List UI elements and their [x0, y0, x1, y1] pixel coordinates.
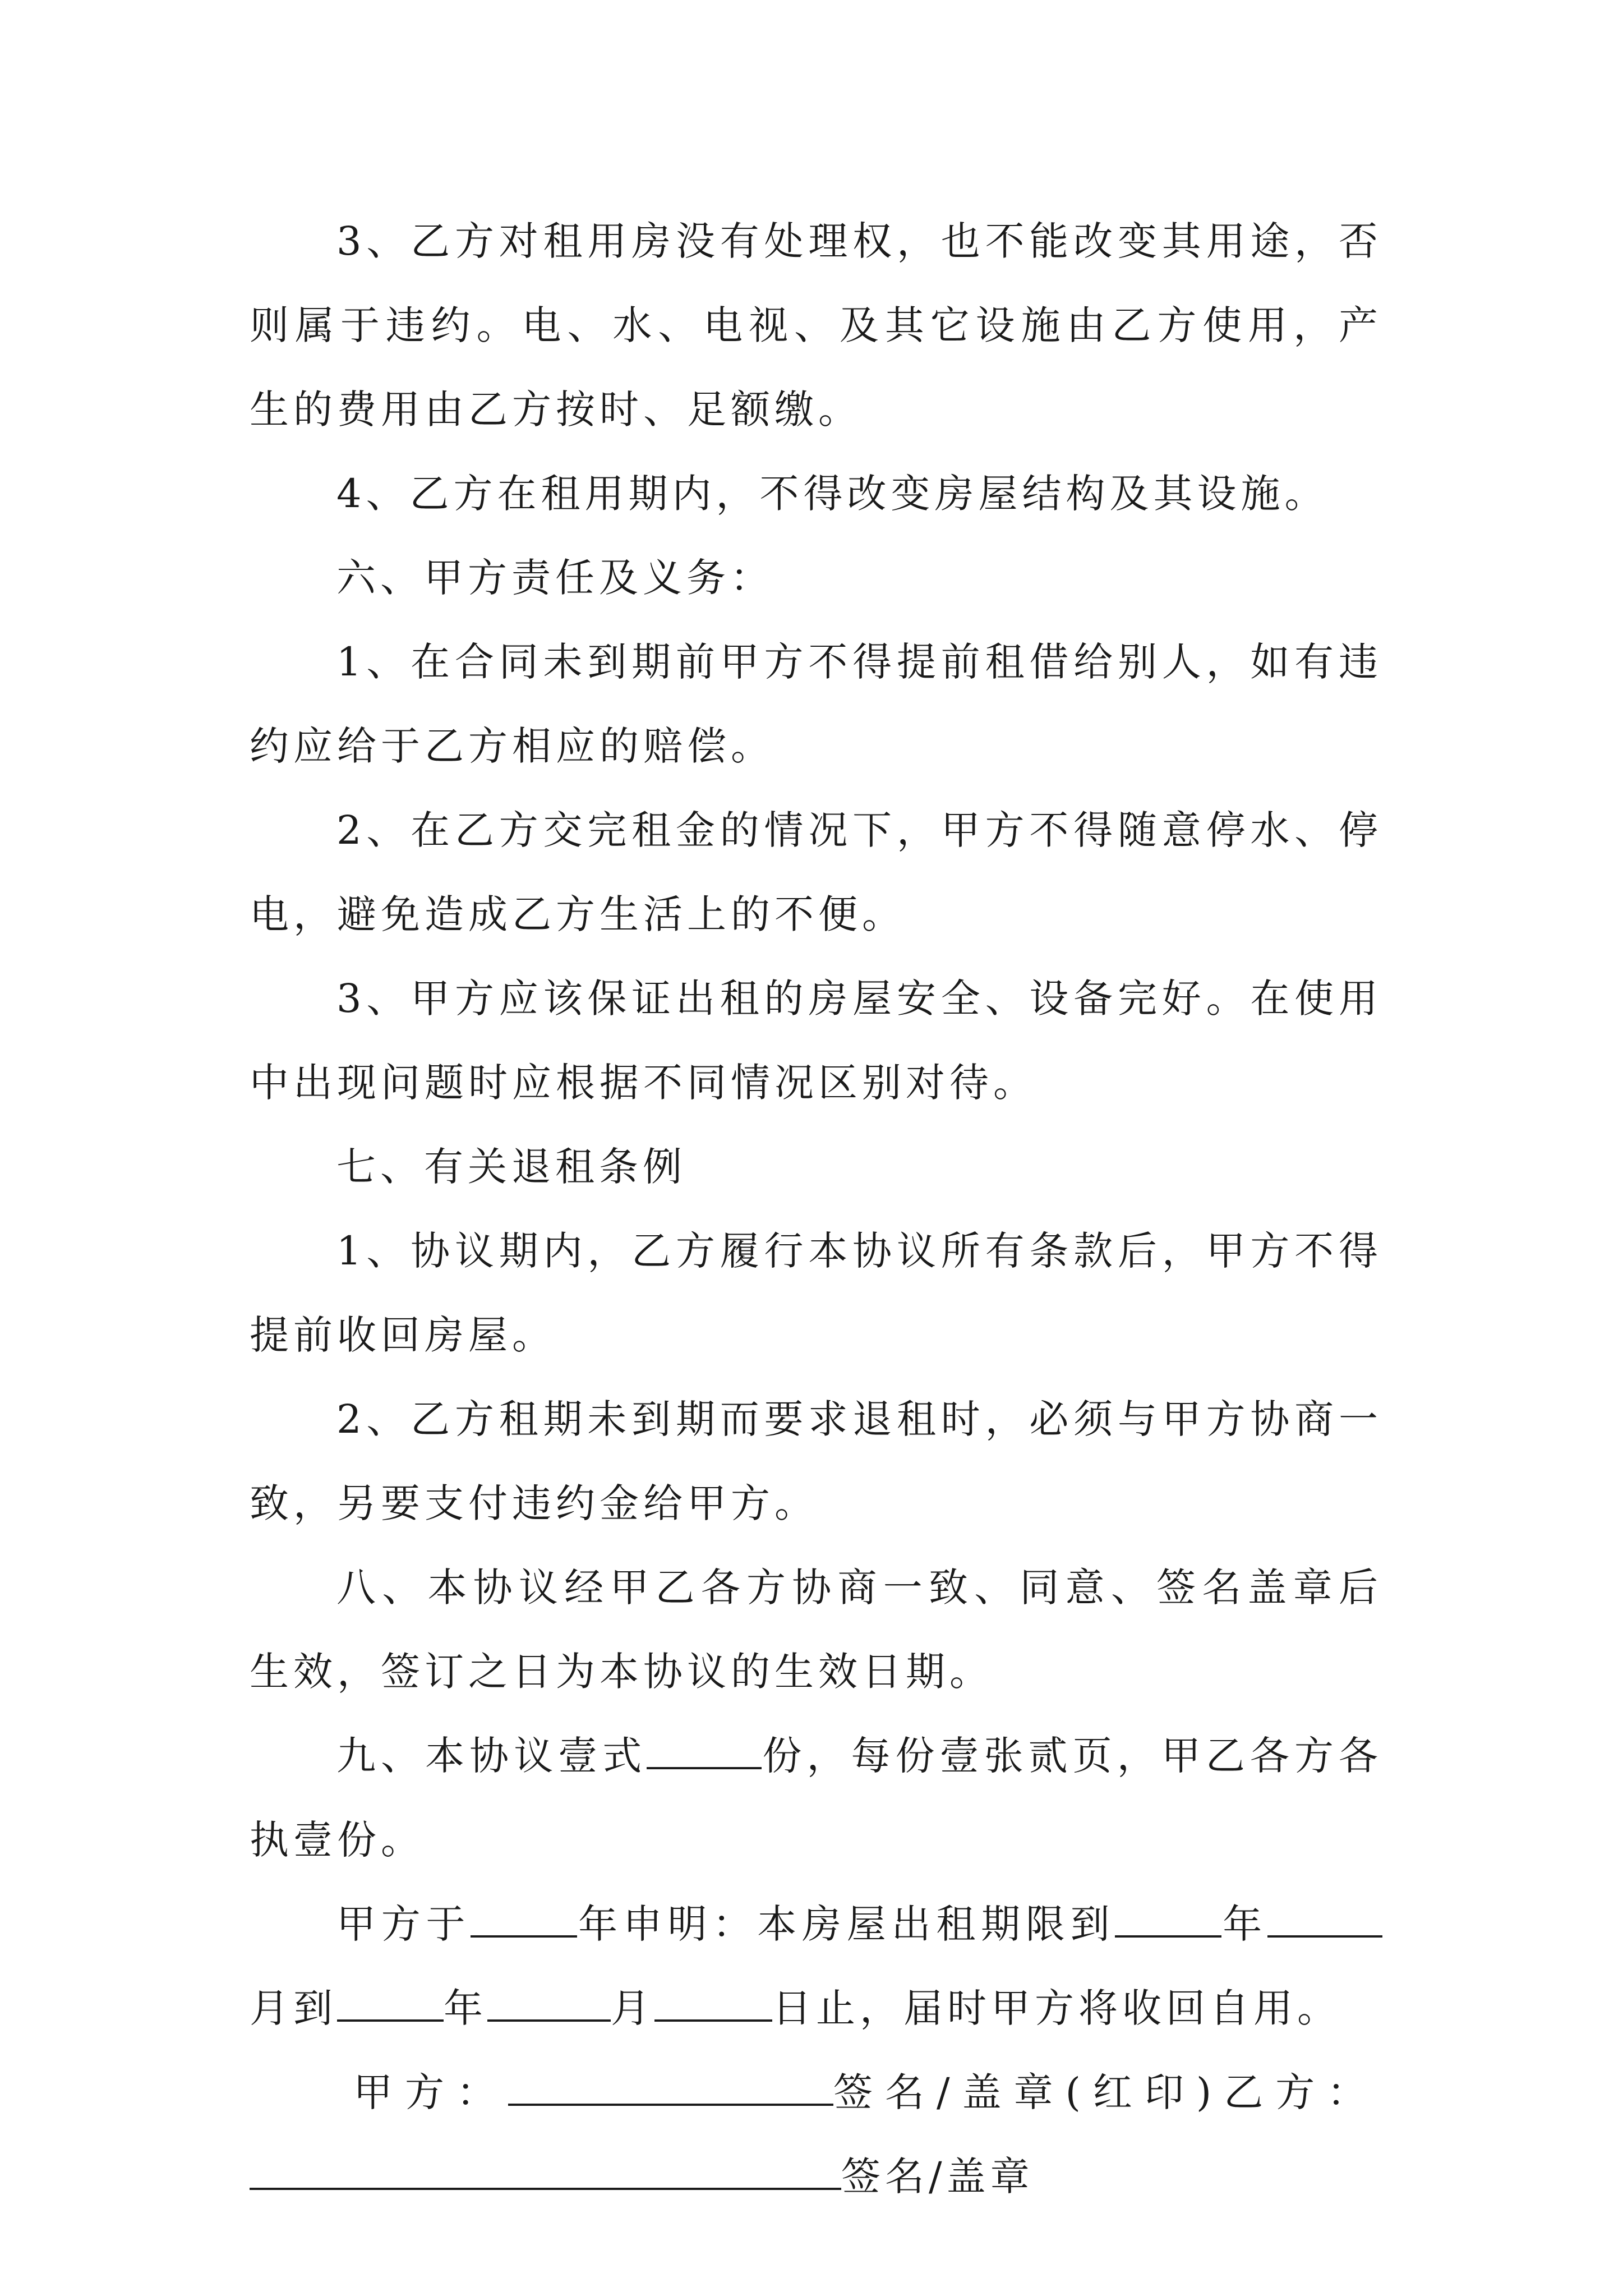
declaration-text-2: 年申明：本房屋出租期限到 [577, 1901, 1115, 1947]
document-body [250, 199, 1382, 2219]
party-a-label: 甲方： [353, 2069, 508, 2115]
party-a-sign-label: 签名/盖章(红印)乙方： [833, 2069, 1379, 2115]
signature-block [250, 2050, 1382, 2219]
paragraph-copies-clause [250, 1714, 1382, 1882]
reclaim-month-blank[interactable] [487, 1980, 611, 2022]
reclaim-year-blank[interactable] [337, 1980, 444, 2022]
paragraph-landlord-clause-2: 2、在乙方交完租金的情况下，甲方不得随意停水、停电，避免造成乙方生活上的不便。 [250, 807, 1382, 937]
declaration-text-4: 月到 [250, 1985, 337, 2031]
paragraph-declaration [250, 1882, 1382, 2050]
party-a-signature-blank[interactable] [508, 2064, 833, 2106]
reclaim-day-blank[interactable] [654, 1980, 772, 2022]
declaration-text-3: 年 [1221, 1901, 1268, 1947]
declaration-year-blank[interactable] [471, 1896, 577, 1938]
copies-count-blank[interactable] [647, 1728, 762, 1769]
term-end-month-blank[interactable] [1267, 1896, 1382, 1938]
declaration-text-5: 年 [444, 1985, 487, 2031]
term-end-year-blank[interactable] [1115, 1896, 1221, 1938]
party-b-signature-blank[interactable] [250, 2148, 841, 2190]
paragraph-termination-clause-2: 2、乙方租期未到期而要求退租时，必须与甲方协商一致，另要支付违约金给甲方。 [250, 1396, 1382, 1526]
declaration-text-1: 甲方于 [336, 1901, 471, 1947]
paragraph-landlord-clause-1: 1、在合同未到期前甲方不得提前租借给别人，如有违约应给于乙方相应的赔偿。 [250, 639, 1382, 769]
paragraph-effective-clause: 八、本协议经甲乙各方协商一致、同意、签名盖章后生效，签订之日为本协议的生效日期。 [250, 1565, 1382, 1695]
declaration-text-7: 日止，届时甲方将收回自用。 [772, 1985, 1341, 2031]
declaration-text-6: 月 [611, 1985, 654, 2031]
copies-text-after: 份，每份壹张贰页，甲乙各方各执壹份。 [250, 1733, 1383, 1863]
party-b-sign-label: 签名/盖章 [841, 2154, 1034, 2200]
copies-text-before: 九、本协议壹式 [336, 1733, 647, 1779]
paragraph-landlord-clause-3: 3、甲方应该保证出租的房屋安全、设备完好。在使用中出现问题时应根据不同情况区别对待。 [250, 976, 1382, 1106]
section-heading-termination: 七、有关退租条例 [336, 1144, 686, 1190]
paragraph-tenant-clause-4: 4、乙方在租用期内，不得改变房屋结构及其设施。 [336, 471, 1329, 517]
paragraph-termination-clause-1: 1、协议期内，乙方履行本协议所有条款后，甲方不得提前收回房屋。 [250, 1228, 1382, 1358]
section-heading-landlord-duties: 六、甲方责任及义务： [336, 555, 774, 601]
paragraph-tenant-clause-3: 3、乙方对租用房没有处理权，也不能改变其用途，否则属于违约。电、水、电视、及其它设施由乙方使用，产生的费用由乙方按时、足额缴。 [250, 218, 1382, 432]
